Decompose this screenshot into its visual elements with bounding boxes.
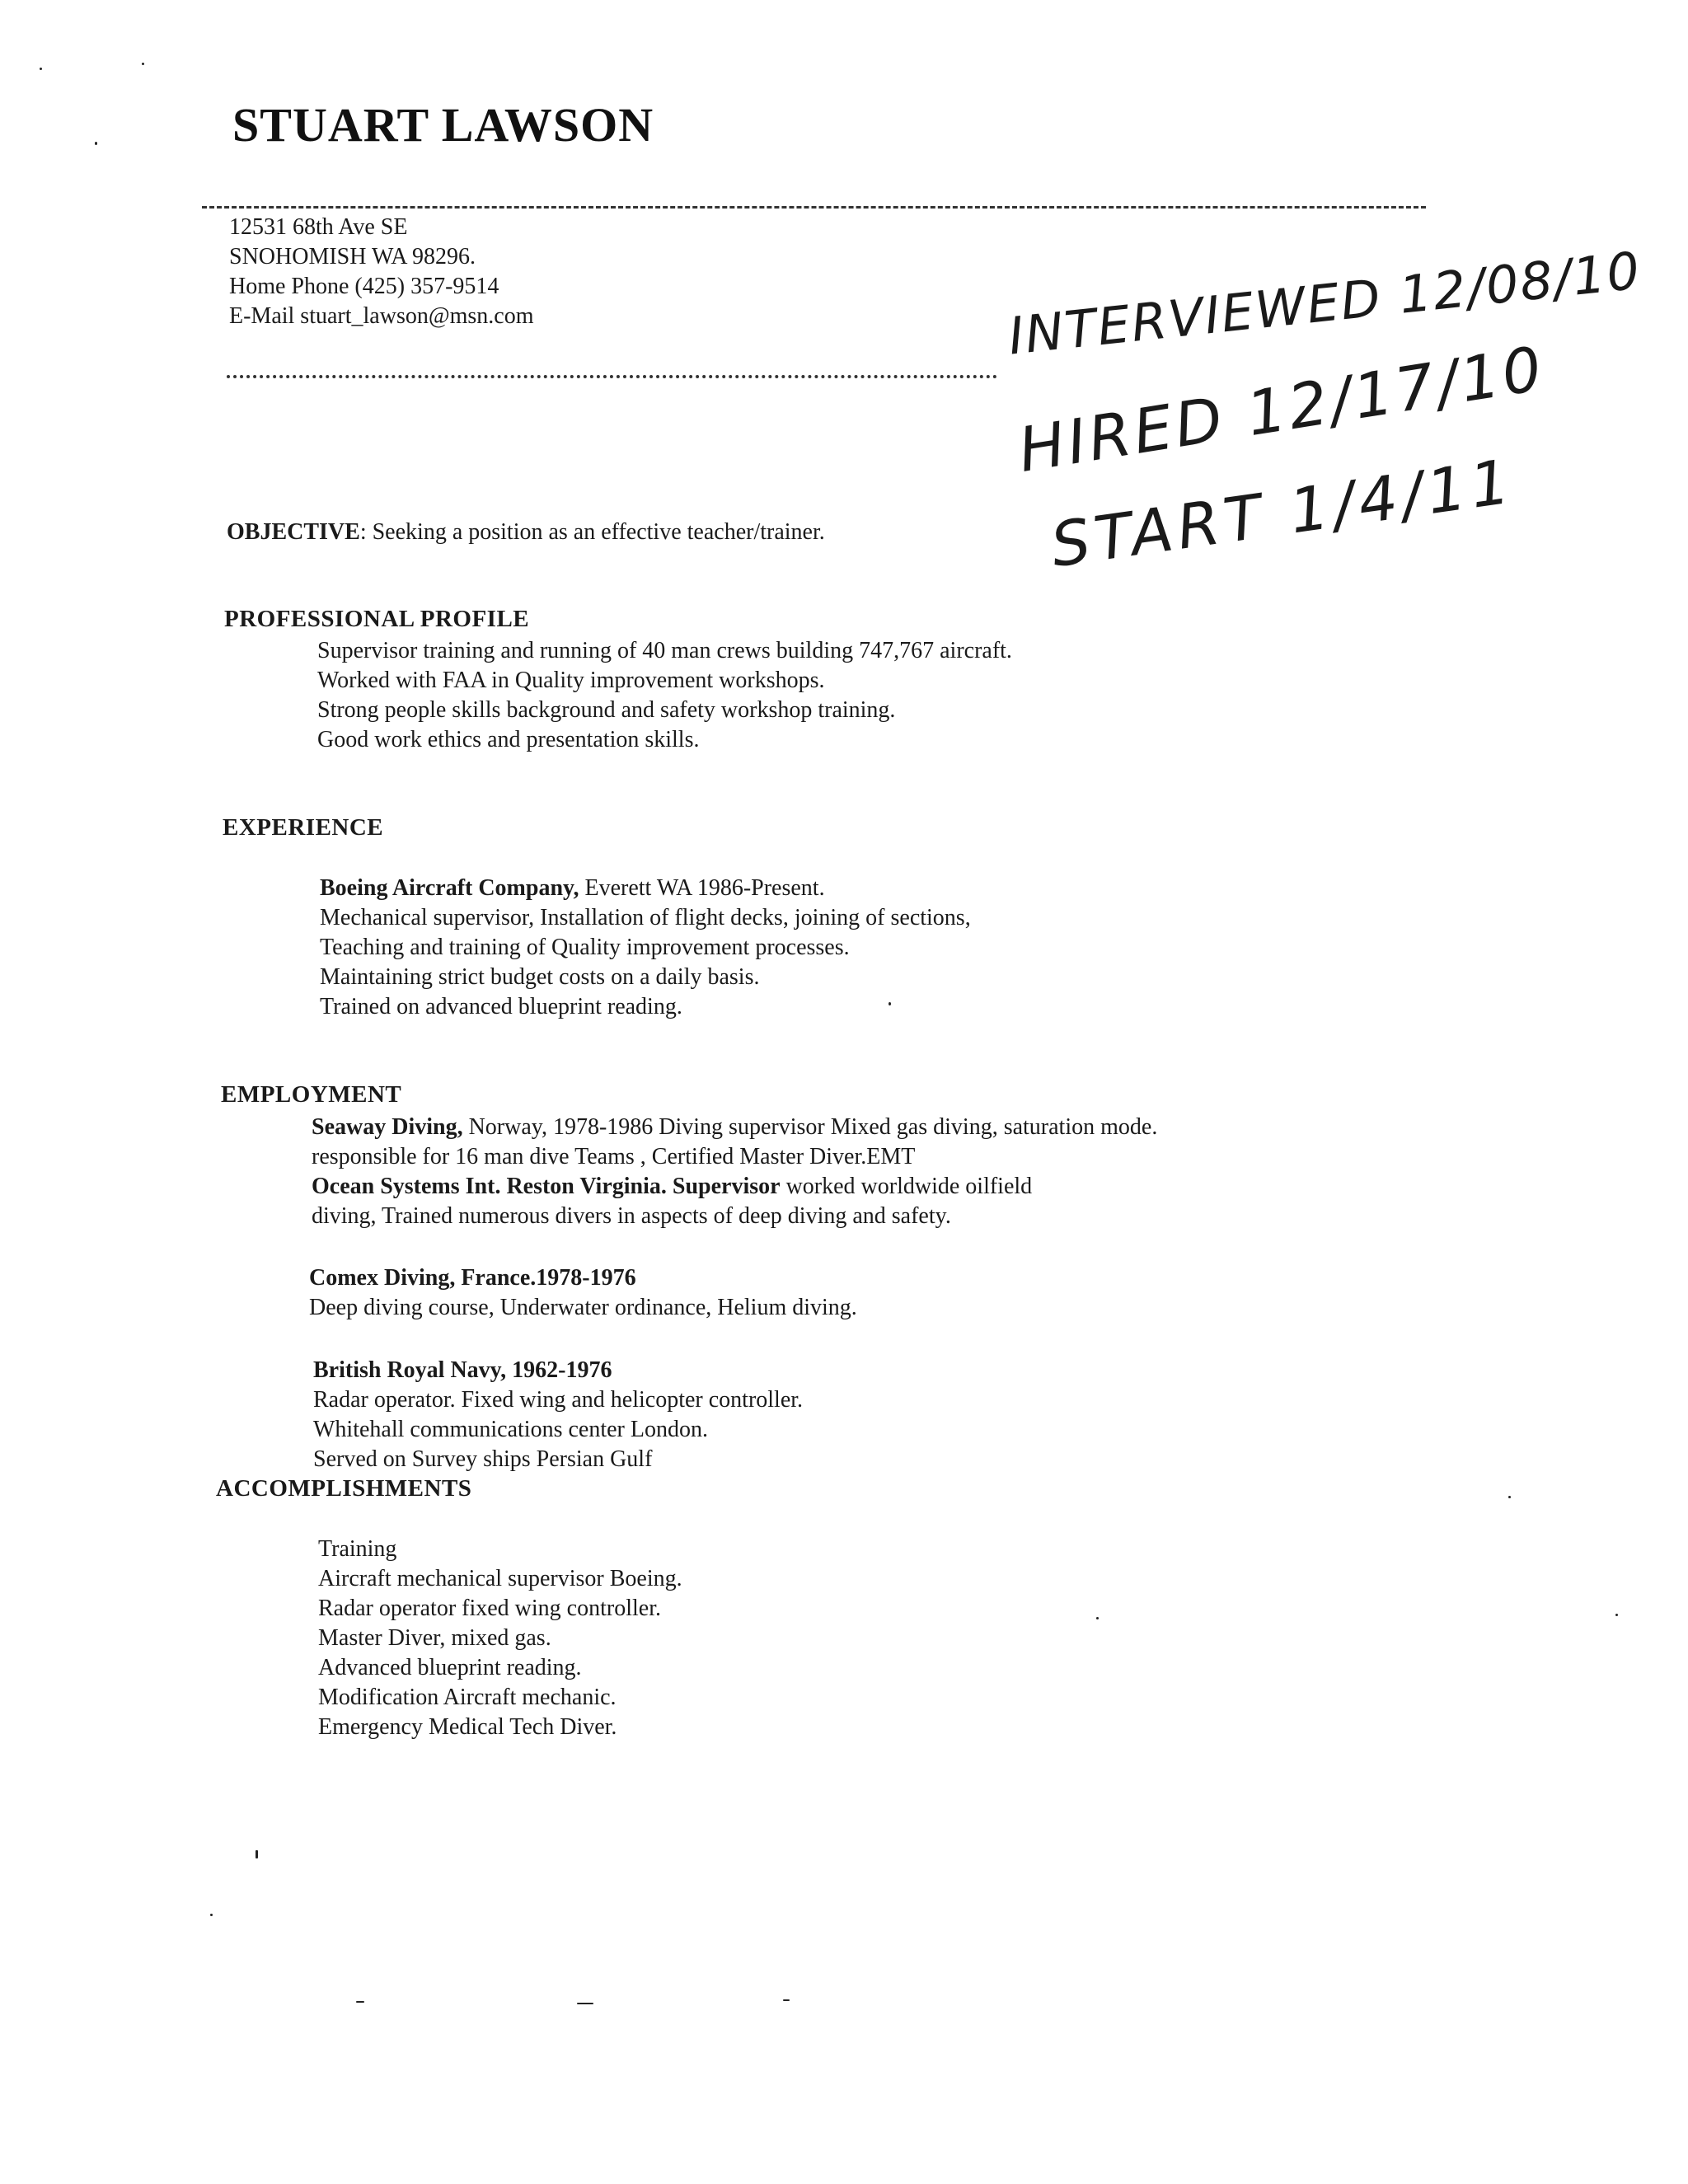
header-divider-bottom [227, 375, 997, 378]
scan-speck [40, 68, 42, 70]
objective-text: : Seeking a position as an effective teacher/trainer. [359, 519, 825, 545]
scan-speck [95, 142, 97, 145]
list-item: Advanced blueprint reading. [318, 1655, 582, 1680]
list-item: Supervisor training and running of 40 man crews building 747,767 aircraft. [317, 638, 1012, 663]
address-line: 12531 68th Ave SE [229, 214, 408, 240]
comex-employer: Comex Diving, France. [309, 1265, 537, 1291]
employer-name: Boeing Aircraft Company, [320, 875, 579, 901]
list-item: Emergency Medical Tech Diver. [318, 1714, 617, 1740]
comex-line [309, 1263, 857, 1293]
handwritten-hired: HIRED 12/17/10 [1014, 333, 1550, 486]
header-divider-top [202, 206, 1426, 209]
list-item: Strong people skills background and safety workshop training. [317, 697, 896, 723]
experience-employer [320, 874, 971, 903]
list-item: Maintaining strict budget costs on a daily basis. [320, 964, 760, 990]
scan-speck [356, 2001, 364, 2003]
handwritten-interviewed: INTERVIEWED 12/08/10 [1006, 240, 1644, 367]
handwritten-start: START 1/4/11 [1047, 446, 1519, 582]
list-item: Teaching and training of Quality improvement processes. [320, 935, 850, 960]
list-item: Served on Survey ships Persian Gulf [313, 1446, 653, 1472]
ocean-employer: Ocean Systems Int. Reston Virginia. Supervisor [312, 1174, 781, 1199]
list-item: Training [318, 1536, 397, 1562]
profile-list [317, 636, 1012, 755]
list-item: Radar operator fixed wing controller. [318, 1596, 661, 1621]
scan-speck [142, 63, 144, 65]
employer-details: Everett WA 1986-Present. [579, 875, 825, 901]
navy-employer: British Royal Navy, [313, 1357, 507, 1383]
list-item: Good work ethics and presentation skills. [317, 727, 700, 752]
list-item: Whitehall communications center London. [313, 1417, 708, 1442]
employment-seaway-ocean [312, 1113, 1157, 1231]
navy-dates: 1962-1976 [506, 1357, 612, 1383]
accomplishments-list [318, 1535, 682, 1742]
comex-dates: 1978-1976 [536, 1265, 636, 1291]
ocean-line [312, 1172, 1157, 1202]
scan-speck [783, 1999, 790, 2001]
scan-speck [1615, 1614, 1618, 1616]
seaway-details: Norway, 1978-1986 Diving supervisor Mixed gas diving, saturation mode. [462, 1114, 1158, 1140]
scan-speck [256, 1850, 258, 1858]
profile-heading: PROFESSIONAL PROFILE [224, 606, 530, 632]
seaway-line-2: responsible for 16 man dive Teams , Certified Master Diver.EMT [312, 1144, 916, 1169]
scan-speck [889, 1002, 891, 1005]
city-line: SNOHOMISH WA 98296. [229, 244, 476, 269]
seaway-employer: Seaway Diving, [312, 1114, 463, 1140]
employment-comex [309, 1263, 857, 1323]
ocean-details: worked worldwide oilfield [780, 1174, 1033, 1199]
list-item: Mechanical supervisor, Installation of flight decks, joining of sections, [320, 905, 971, 930]
experience-heading: EXPERIENCE [223, 814, 384, 841]
objective-label: OBJECTIVE [227, 519, 360, 545]
scan-speck [1508, 1496, 1511, 1498]
objective-line [227, 519, 825, 546]
email-line: E-Mail stuart_lawson@msn.com [229, 303, 534, 329]
list-item: Master Diver, mixed gas. [318, 1625, 551, 1651]
scan-speck [1096, 1617, 1099, 1619]
list-item: Modification Aircraft mechanic. [318, 1685, 617, 1710]
list-item: Radar operator. Fixed wing and helicopter controller. [313, 1387, 804, 1413]
employment-heading: EMPLOYMENT [221, 1081, 402, 1108]
employment-navy [313, 1356, 803, 1474]
scan-speck [210, 1914, 213, 1916]
contact-block [229, 213, 534, 331]
seaway-line [312, 1113, 1157, 1142]
navy-line [313, 1356, 803, 1385]
scan-speck [577, 2003, 593, 2004]
phone-line: Home Phone (425) 357-9514 [229, 274, 499, 299]
ocean-line-2: diving, Trained numerous divers in aspects of deep diving and safety. [312, 1203, 951, 1229]
accomplishments-heading: ACCOMPLISHMENTS [216, 1475, 472, 1502]
list-item: Aircraft mechanical supervisor Boeing. [318, 1566, 682, 1591]
experience-block [320, 874, 971, 1022]
list-item: Worked with FAA in Quality improvement workshops. [317, 668, 825, 693]
list-item: Trained on advanced blueprint reading. [320, 994, 682, 1019]
candidate-name: STUART LAWSON [232, 98, 654, 152]
comex-line-2: Deep diving course, Underwater ordinance, Helium diving. [309, 1295, 857, 1320]
